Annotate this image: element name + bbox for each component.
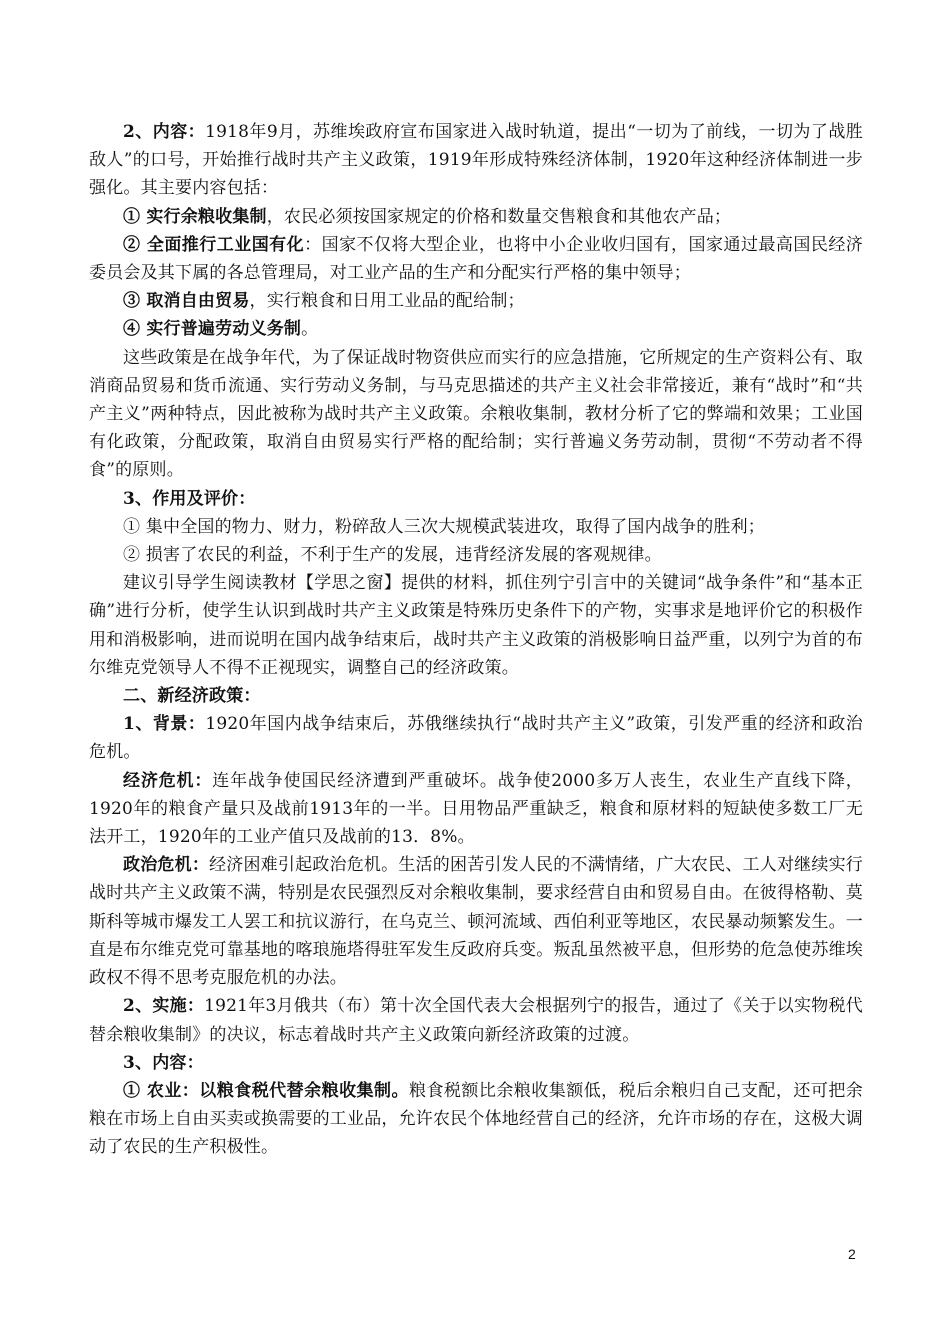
paragraph-lead: 2、实施： [123, 996, 205, 1017]
document-body [89, 118, 863, 1162]
paragraph-item-3 [89, 287, 863, 315]
paragraph-lead: ② 全面推行工业国有化 [123, 234, 305, 255]
paragraph-item-1 [89, 203, 863, 231]
paragraph-lead: 2、内容： [123, 122, 206, 142]
paragraph-lead: 3、内容： [123, 1052, 204, 1073]
heading-content [89, 1049, 863, 1077]
paragraph-evaluation-2 [89, 541, 863, 569]
paragraph-text: 粮食税额比余粮收集额低，税后余粮归自己支配，还可把余粮在市场上自由买卖或换需要的工业品，允许农民个体地经营自己的经济，允许市场的存在，这极大调动了农民的生产积极性。 [89, 1080, 863, 1158]
paragraph-lead: 1、背景： [123, 714, 206, 735]
paragraph-text: 连年战争使国民经济遭到严重破坏。战争使2000多万人丧生，农业生产直线下降，1920年的粮食产量只及战前1913年的一半。日用物品严重缺乏，粮食和原材料的短缺使多数工厂无法开工，1920年的工业产值只及战前的13．8%。 [89, 770, 864, 848]
paragraph-policy-analysis [89, 344, 863, 485]
paragraph-item-2 [89, 231, 863, 287]
paragraph-lead: 二、新经济政策： [123, 686, 261, 707]
paragraph-evaluation-1 [89, 513, 863, 541]
paragraph-item-4 [89, 315, 863, 343]
paragraph-text: 。 [301, 319, 319, 340]
paragraph-implementation [89, 992, 863, 1048]
paragraph-text: ，农民必须按国家规定的价格和数量交售粮食和其他农产品； [266, 206, 732, 227]
paragraph-agriculture [89, 1077, 863, 1162]
paragraph-lead: 经济危机： [123, 770, 213, 791]
paragraph-text: 1920年国内战争结束后，苏俄继续执行“战时共产主义”政策，引发严重的经济和政治危机。 [89, 714, 863, 763]
paragraph-lead: ① 农业：以粮食税代替余粮收集制。 [123, 1080, 409, 1101]
paragraph-text: ② 损害了农民的利益，不利于生产的发展，违背经济发展的客观规律。 [123, 545, 662, 566]
paragraph-lead: ① 实行余粮收集制 [123, 206, 267, 227]
paragraph-text: 这些政策是在战争年代，为了保证战时物资供应而实行的应急措施，它所规定的生产资料公有、取消商品贸易和货币流通、实行劳动义务制，与马克思描述的共产主义社会非常接近，兼有“战时”和“共产主义”两种特点，因此被称为战时共产主义政策。余粮收集制，教材分析了它的弊端和效果；工业国有化政策，分配政策，取消自由贸易实行严格的配给制；实行普遍义务劳动制，贯彻“不劳动者不得食”的原则。 [89, 347, 863, 481]
paragraph-text: 1918年9月，苏维埃政府宣布国家进入战时轨道，提出“一切为了前线，一切为了战胜敌人”的口号，开始推行战时共产主义政策，1919年形成特殊经济体制，1920年这种经济体制进一步强化。其主要内容包括： [89, 122, 863, 199]
paragraph-lead: ③ 取消自由贸易 [123, 291, 250, 312]
paragraph-lead: 3、作用及评价： [123, 488, 256, 509]
heading-role-evaluation [89, 485, 863, 513]
paragraph-teaching-suggestion [89, 569, 863, 682]
paragraph-lead: ④ 实行普遍劳动义务制 [123, 319, 302, 340]
paragraph-text: ：国家不仅将大型企业，也将中小企业收归国有，国家通过最高国民经济委员会及其下属的各总管理局，对工业产品的生产和分配实行严格的集中领导； [89, 234, 863, 284]
paragraph-background [89, 710, 863, 766]
heading-new-economic-policy [89, 682, 863, 710]
paragraph-economic-crisis [89, 767, 863, 852]
paragraph-political-crisis [89, 851, 863, 992]
paragraph-text: ，实行粮食和日用工业品的配给制； [249, 291, 525, 312]
paragraph-lead: 政治危机： [123, 855, 210, 876]
page-number: 2 [848, 1246, 856, 1262]
paragraph-text: ① 集中全国的物力、财力，粉碎敌人三次大规模武装进攻，取得了国内战争的胜利； [123, 516, 766, 537]
paragraph-text: 建议引导学生阅读教材【学思之窗】提供的材料，抓住列宁引言中的关键词“战争条件”和“基本正确”进行分析，使学生认识到战时共产主义政策是特殊历史条件下的产物，实事求是地评价它的积极作用和消极影响，进而说明在国内战争结束后，战时共产主义政策的消极影响日益严重，以列宁为首的布尔维克党领导人不得不正视现实，调整自己的经济政策。 [89, 573, 863, 678]
paragraph-text: 1921年3月俄共（布）第十次全国代表大会根据列宁的报告，通过了《关于以实物税代替余粮收集制》的决议，标志着战时共产主义政策向新经济政策的过渡。 [89, 996, 863, 1045]
paragraph-text: 经济困难引起政治危机。生活的困苦引发人民的不满情绪，广大农民、工人对继续实行战时共产主义政策不满，特别是农民强烈反对余粮收集制，要求经营自由和贸易自由。在彼得格勒、莫斯科等城市爆发工人罢工和抗议游行，在乌克兰、顿河流域、西伯利亚等地区，农民暴动频繁发生。一直是布尔维克党可靠基地的喀琅施塔得驻军发生反政府兵变。叛乱虽然被平息，但形势的危急使苏维埃政权不得不思考克服危机的办法。 [89, 855, 863, 989]
paragraph-content-intro [89, 118, 863, 203]
